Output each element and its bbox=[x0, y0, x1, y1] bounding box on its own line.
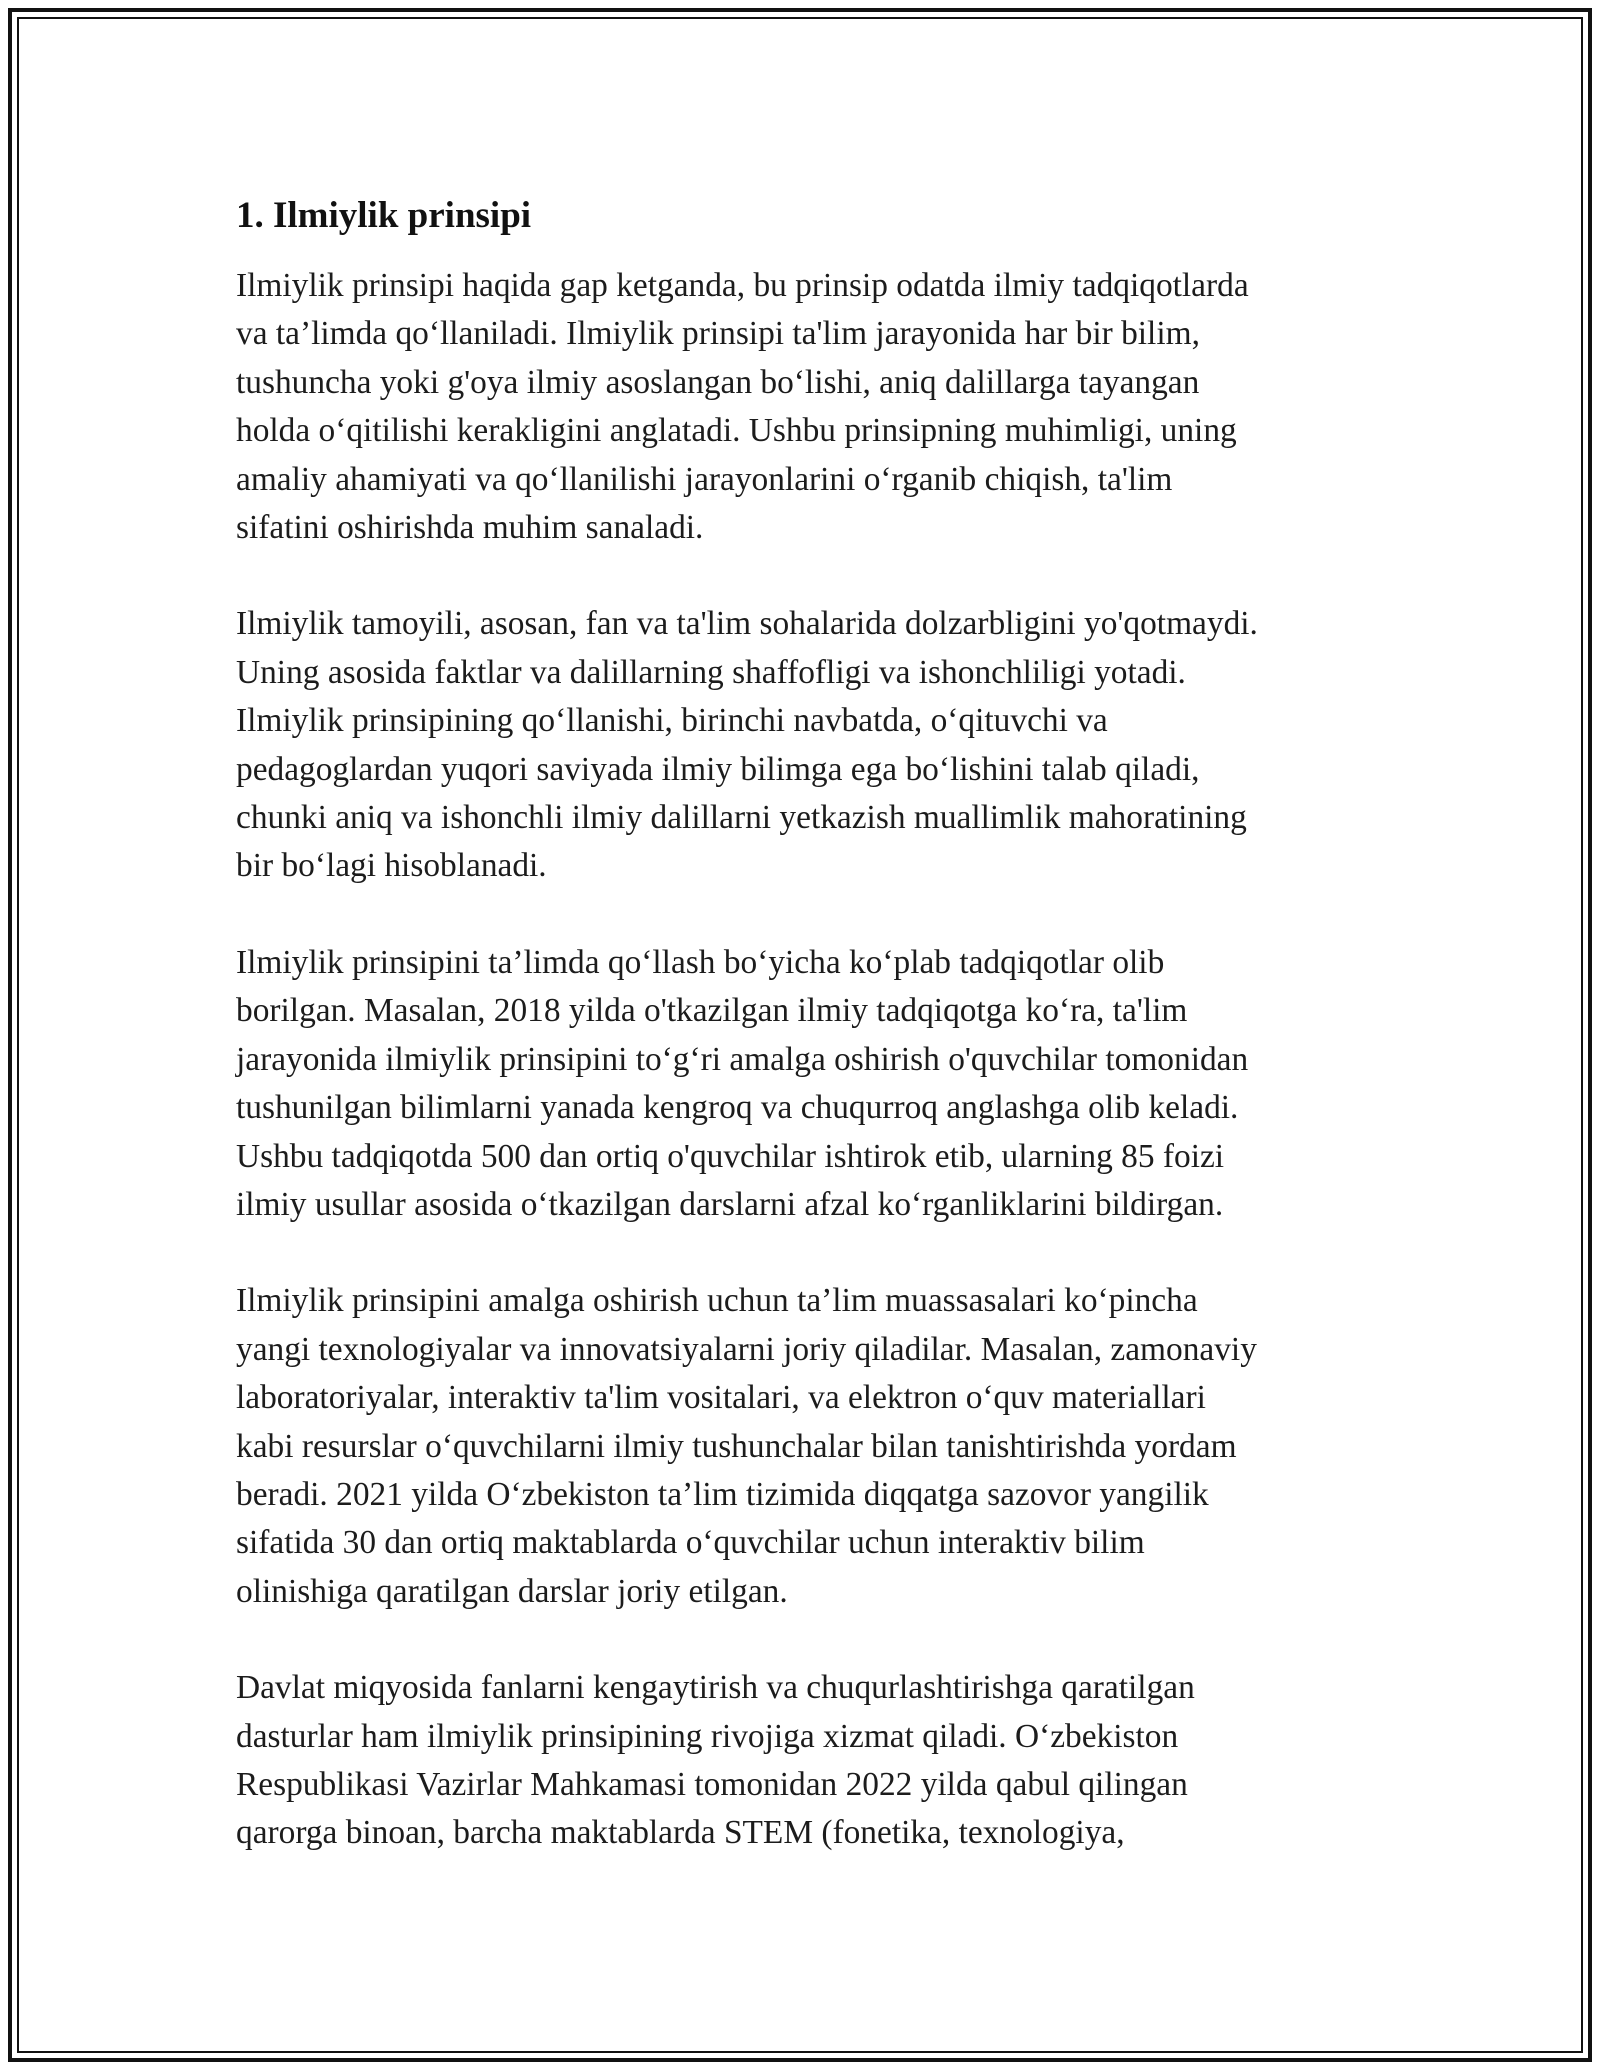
text-line: Ilmiylik prinsipi haqida gap ketganda, bu prinsip odatda ilmiy tadqiqotlarda bbox=[236, 267, 1249, 304]
text-line: Respublikasi Vazirlar Mahkamasi tomonidan 2022 yilda qabul qilingan bbox=[236, 1765, 1188, 1803]
text-line: kabi resurslar o‘quvchilarni ilmiy tushunchalar bilan tanishtirishda yordam bbox=[236, 1427, 1237, 1465]
paragraph bbox=[236, 1664, 1366, 1858]
text-line: chunki aniq va ishonchli ilmiy dalillarni yetkazish muallimlik mahoratining bbox=[236, 799, 1247, 837]
text-line: ilmiy usullar asosida o‘tkazilgan darslarni afzal ko‘rganliklarini bildirgan. bbox=[236, 1185, 1224, 1223]
paragraph bbox=[236, 262, 1366, 552]
text-line: pedagoglardan yuqori saviyada ilmiy bilimga ega bo‘lishini talab qiladi, bbox=[236, 750, 1200, 788]
text-line: Ilmiylik tamoyili, asosan, fan va ta'lim sohalarida dolzarbligini yo'qotmaydi. bbox=[236, 605, 1258, 643]
paragraph bbox=[236, 600, 1366, 890]
text-line: va ta’limda qo‘llaniladi. Ilmiylik prinsipi ta'lim jarayonida har bir bilim, bbox=[236, 315, 1200, 353]
text-line: sifatida 30 dan ortiq maktablarda o‘quvchilar uchun interaktiv bilim bbox=[236, 1524, 1145, 1562]
text-line: laboratoriyalar, interaktiv ta'lim vositalari, va elektron o‘quv materiallari bbox=[236, 1379, 1206, 1417]
text-line: holda o‘qitilishi kerakligini anglatadi. Ushbu prinsipning muhimligi, uning bbox=[236, 412, 1237, 450]
text-line: bir bo‘lagi hisoblanadi. bbox=[236, 847, 547, 885]
text-line: tushunilgan bilimlarni yanada kengroq va chuqurroq anglashga olib keladi. bbox=[236, 1089, 1239, 1127]
text-line: beradi. 2021 yilda O‘zbekiston ta’lim tizimida diqqatga sazovor yangilik bbox=[236, 1475, 1209, 1513]
text-line: jarayonida ilmiylik prinsipini to‘g‘ri amalga oshirish o'quvchilar tomonidan bbox=[236, 1040, 1249, 1078]
text-line: borilgan. Masalan, 2018 yilda o'tkazilgan ilmiy tadqiqotga ko‘ra, ta'lim bbox=[236, 992, 1188, 1030]
text-line: dasturlar ham ilmiylik prinsipining rivojiga xizmat qiladi. O‘zbekiston bbox=[236, 1717, 1179, 1755]
text-line: qarorga binoan, barcha maktablarda STEM (fonetika, texnologiya, bbox=[236, 1814, 1125, 1852]
paragraph bbox=[236, 1277, 1366, 1616]
text-line: Ilmiylik prinsipini amalga oshirish uchun ta’lim muassasalari ko‘pincha bbox=[236, 1282, 1198, 1320]
section-title: 1. Ilmiylik prinsipi bbox=[236, 195, 532, 236]
text-line: Ilmiylik prinsipini ta’limda qo‘llash bo‘yicha ko‘plab tadqiqotlar olib bbox=[236, 943, 1165, 981]
text-line: sifatini oshirishda muhim sanaladi. bbox=[236, 509, 704, 547]
text-line: Davlat miqyosida fanlarni kengaytirish va chuqurlashtirishga qaratilgan bbox=[236, 1669, 1195, 1707]
text-line: amaliy ahamiyati va qo‘llanilishi jarayonlarini o‘rganib chiqish, ta'lim bbox=[236, 460, 1173, 498]
document-content bbox=[236, 188, 1366, 1858]
text-line: Uning asosida faktlar va dalillarning shaffofligi va ishonchliligi yotadi. bbox=[236, 653, 1186, 691]
paragraph bbox=[236, 939, 1366, 1229]
text-line: Ushbu tadqiqotda 500 dan ortiq o'quvchilar ishtirok etib, ularning 85 foizi bbox=[236, 1137, 1225, 1175]
text-line: olinishiga qaratilgan darslar joriy etilgan. bbox=[236, 1572, 788, 1610]
text-line: Ilmiylik prinsipining qo‘llanishi, birinchi navbatda, o‘qituvchi va bbox=[236, 702, 1108, 740]
text-line: tushuncha yoki g'oya ilmiy asoslangan bo‘lishi, aniq dalillarga tayangan bbox=[236, 363, 1200, 401]
text-line: yangi texnologiyalar va innovatsiyalarni joriy qiladilar. Masalan, zamonaviy bbox=[236, 1330, 1257, 1368]
